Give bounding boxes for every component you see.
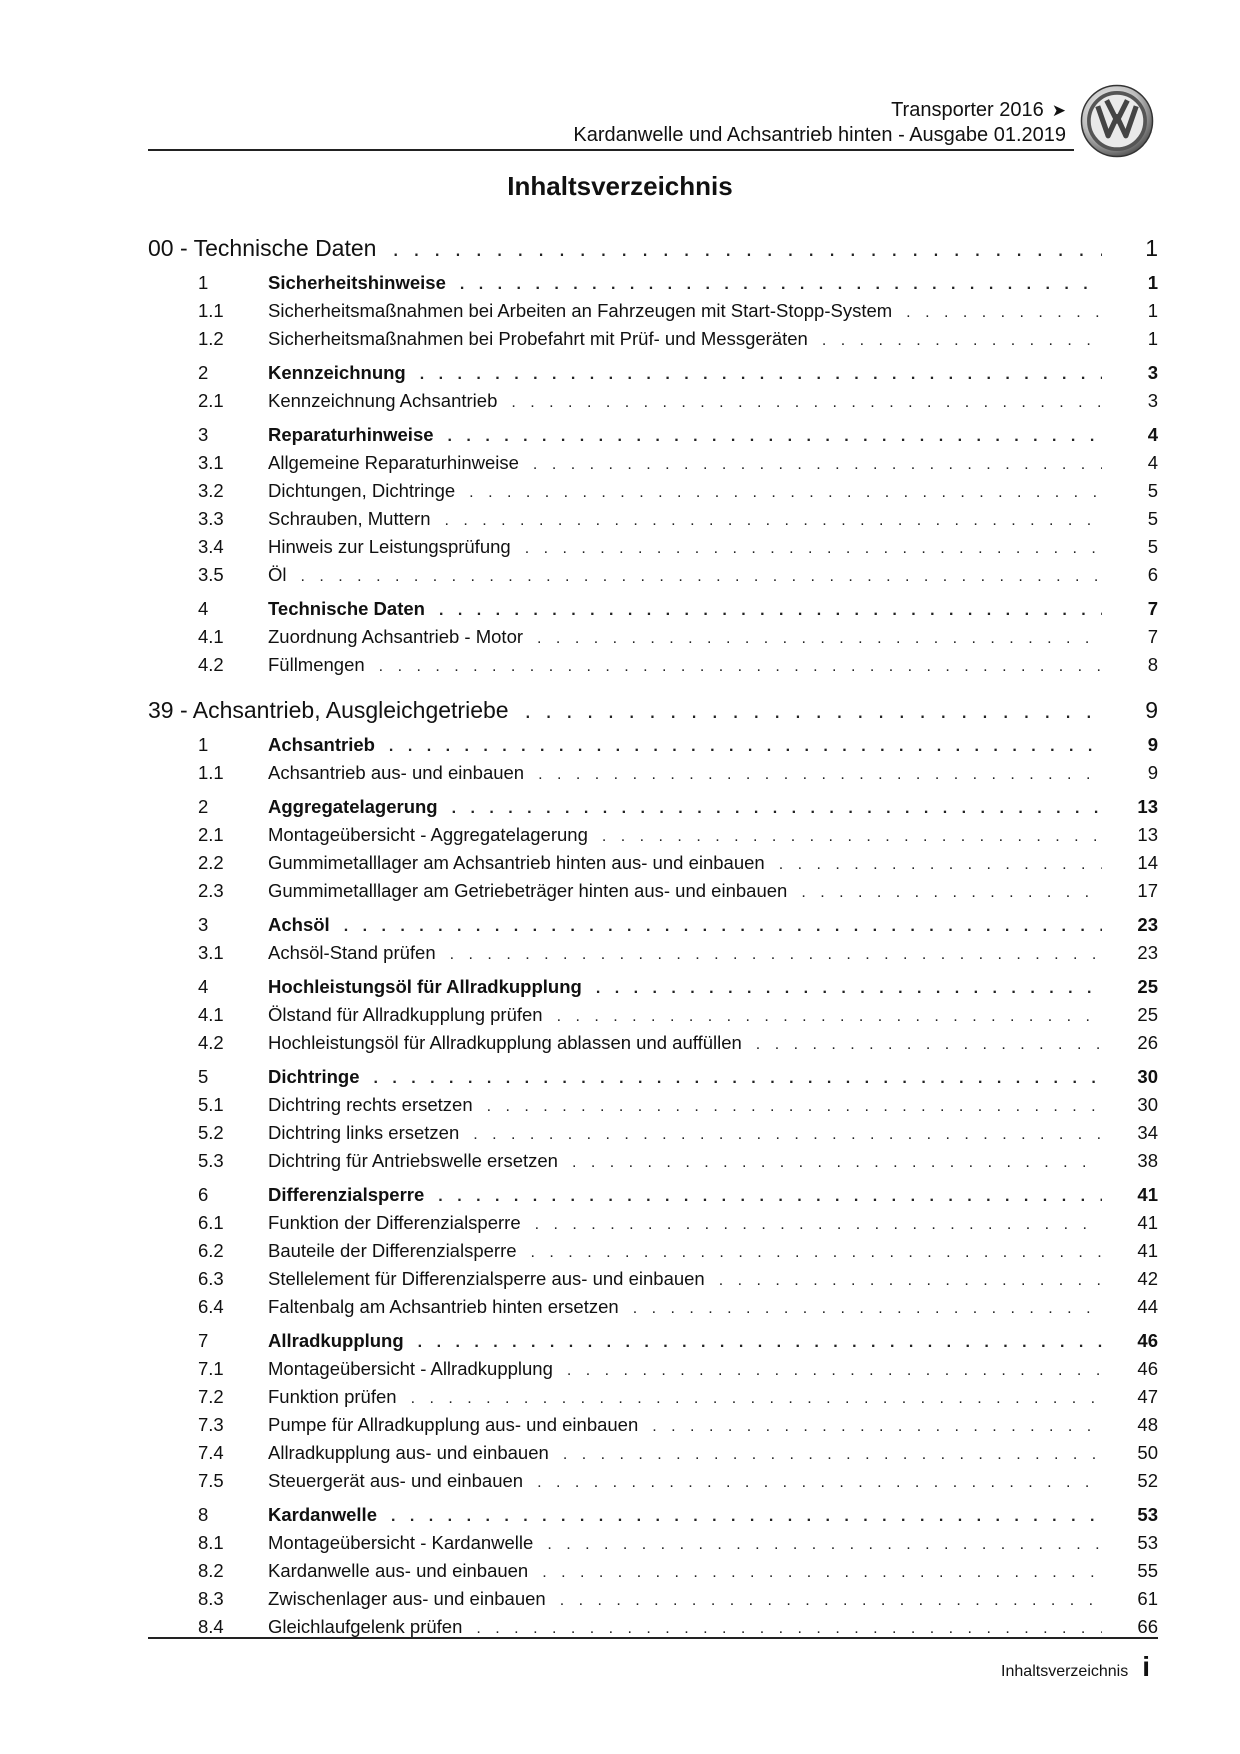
toc-subsection[interactable]: [148, 940, 1158, 968]
toc-subsection[interactable]: [148, 506, 1158, 534]
table-of-contents: [148, 232, 1158, 1642]
arrow-right-icon: ➤: [1051, 101, 1066, 120]
toc-section[interactable]: [148, 1064, 1158, 1092]
section-number: 7: [198, 1330, 209, 1351]
toc-subsection[interactable]: [148, 1294, 1158, 1322]
toc-subsection[interactable]: [148, 1440, 1158, 1468]
dot-leader: [420, 362, 1102, 388]
toc-subsection[interactable]: [148, 878, 1158, 906]
section-number: 4: [198, 976, 209, 997]
subsection-title: Achsantrieb aus- und einbauen: [268, 762, 525, 783]
toc-section[interactable]: [148, 732, 1158, 760]
dot-leader: [344, 914, 1102, 940]
subsection-page: 48: [1137, 1414, 1158, 1435]
subsection-page: 34: [1137, 1122, 1158, 1143]
dot-leader: [438, 1184, 1102, 1210]
toc-subsection[interactable]: [148, 822, 1158, 850]
subsection-title: Hinweis zur Leistungsprüfung: [268, 536, 511, 557]
subsection-title: Schrauben, Muttern: [268, 508, 431, 529]
subsection-title: Zuordnung Achsantrieb - Motor: [268, 626, 524, 647]
subsection-title: Gummimetalllager am Getriebeträger hinten aus- und einbauen: [268, 880, 788, 901]
subsection-page: 55: [1137, 1560, 1158, 1581]
subsection-number: 2.1: [198, 824, 224, 845]
subsection-title: Funktion der Differenzialsperre: [268, 1212, 521, 1233]
toc-subsection[interactable]: [148, 562, 1158, 590]
subsection-title: Pumpe für Allradkupplung aus- und einbauen: [268, 1414, 639, 1435]
subsection-page: 7: [1147, 626, 1158, 647]
dot-leader: [379, 654, 1102, 680]
subsection-page: 47: [1137, 1386, 1158, 1407]
toc-section[interactable]: [148, 596, 1158, 624]
subsection-title: Bauteile der Differenzialsperre: [268, 1240, 517, 1261]
dot-leader: [560, 1588, 1102, 1614]
subsection-number: 4.2: [198, 1032, 224, 1053]
dot-leader: [633, 1296, 1102, 1322]
dot-leader: [822, 328, 1102, 354]
dot-leader: [450, 942, 1102, 968]
dot-leader: [906, 300, 1102, 326]
subsection-title: Allradkupplung aus- und einbauen: [268, 1442, 549, 1463]
toc-subsection[interactable]: [148, 624, 1158, 652]
chapter-page: 9: [1145, 697, 1158, 723]
header-model: [148, 98, 1066, 123]
subsection-number: 2.3: [198, 880, 224, 901]
subsection-number: 5.2: [198, 1122, 224, 1143]
subsection-number: 8.4: [198, 1616, 224, 1637]
subsection-number: 8.2: [198, 1560, 224, 1581]
toc-subsection[interactable]: [148, 534, 1158, 562]
chapter-title: 00 - Technische Daten: [148, 235, 377, 261]
subsection-title: Montageübersicht - Aggregatelagerung: [268, 824, 588, 845]
toc-subsection[interactable]: [148, 1002, 1158, 1030]
subsection-page: 9: [1147, 762, 1158, 783]
dot-leader: [602, 824, 1102, 850]
subsection-page: 50: [1137, 1442, 1158, 1463]
dot-leader: [537, 1470, 1102, 1496]
dot-leader: [525, 536, 1102, 562]
dot-leader: [452, 796, 1102, 822]
subsection-number: 3.5: [198, 564, 224, 585]
subsection-title: Ölstand für Allradkupplung prüfen: [268, 1004, 543, 1025]
dot-leader: [460, 272, 1102, 298]
dot-leader: [535, 1212, 1102, 1238]
toc-section[interactable]: [148, 270, 1158, 298]
dot-leader: [391, 1504, 1102, 1530]
chapter-title: 39 - Achsantrieb, Ausgleichgetriebe: [148, 697, 509, 723]
subsection-number: 7.2: [198, 1386, 224, 1407]
toc-subsection[interactable]: [148, 652, 1158, 680]
subsection-number: 6.2: [198, 1240, 224, 1261]
section-number: 2: [198, 796, 209, 817]
toc-section-group: [148, 596, 1158, 680]
subsection-page: 42: [1137, 1268, 1158, 1289]
section-number: 3: [198, 424, 209, 445]
toc-section-group: [148, 732, 1158, 788]
subsection-page: 66: [1137, 1616, 1158, 1637]
subsection-title: Gleichlaufgelenk prüfen: [268, 1616, 463, 1637]
toc-chapter[interactable]: [148, 694, 1158, 726]
toc-section[interactable]: [148, 1328, 1158, 1356]
section-title: Achsöl: [268, 914, 330, 935]
subsection-page: 1: [1147, 300, 1158, 321]
dot-leader: [756, 1032, 1102, 1058]
subsection-page: 25: [1137, 1004, 1158, 1025]
toc-section[interactable]: [148, 360, 1158, 388]
toc-subsection[interactable]: [148, 450, 1158, 478]
section-page: 30: [1137, 1066, 1158, 1087]
toc-section[interactable]: [148, 1502, 1158, 1530]
dot-leader: [719, 1268, 1102, 1294]
toc-subsection[interactable]: [148, 478, 1158, 506]
header-divider: [148, 149, 1074, 151]
section-page: 46: [1137, 1330, 1158, 1351]
subsection-number: 4.1: [198, 626, 224, 647]
subsection-number: 3.1: [198, 452, 224, 473]
dot-leader: [301, 564, 1103, 590]
section-page: 1: [1147, 272, 1158, 293]
toc-section-group: [148, 270, 1158, 354]
toc-section-group: [148, 360, 1158, 416]
section-page: 7: [1147, 598, 1158, 619]
section-title: Kennzeichnung: [268, 362, 406, 383]
footer-page-number: i: [1142, 1651, 1150, 1682]
subsection-title: Füllmengen: [268, 654, 365, 675]
subsection-number: 4.2: [198, 654, 224, 675]
dot-leader: [537, 626, 1102, 652]
toc-subsection[interactable]: [148, 760, 1158, 788]
section-number: 3: [198, 914, 209, 935]
toc-section[interactable]: [148, 974, 1158, 1002]
toc-section-group: [148, 794, 1158, 906]
subsection-page: 44: [1137, 1296, 1158, 1317]
toc-subsection[interactable]: [148, 1586, 1158, 1614]
header-model-text: Transporter 2016: [891, 99, 1044, 121]
subsection-page: 46: [1137, 1358, 1158, 1379]
dot-leader: [469, 480, 1102, 506]
section-title: Achsantrieb: [268, 734, 375, 755]
toc-subsection[interactable]: [148, 1412, 1158, 1440]
subsection-page: 30: [1137, 1094, 1158, 1115]
subsection-number: 3.2: [198, 480, 224, 501]
subsection-number: 2.2: [198, 852, 224, 873]
section-page: 25: [1137, 976, 1158, 997]
dot-leader: [439, 598, 1102, 624]
subsection-title: Kennzeichnung Achsantrieb: [268, 390, 498, 411]
subsection-page: 61: [1137, 1588, 1158, 1609]
section-page: 9: [1147, 734, 1158, 755]
section-page: 41: [1137, 1184, 1158, 1205]
subsection-number: 5.3: [198, 1150, 224, 1171]
subsection-title: Funktion prüfen: [268, 1386, 397, 1407]
subsection-title: Stellelement für Differenzialsperre aus- und einbauen: [268, 1268, 705, 1289]
section-title: Differenzialsperre: [268, 1184, 425, 1205]
toc-section-group: [148, 1182, 1158, 1322]
toc-subsection[interactable]: [148, 1530, 1158, 1558]
subsection-number: 1.1: [198, 300, 224, 321]
dot-leader: [531, 1240, 1102, 1266]
subsection-number: 8.1: [198, 1532, 224, 1553]
toc-subsection[interactable]: [148, 1558, 1158, 1586]
dot-leader: [373, 1066, 1102, 1092]
section-number: 1: [198, 272, 209, 293]
subsection-page: 41: [1137, 1212, 1158, 1233]
subsection-number: 7.5: [198, 1470, 224, 1491]
dot-leader: [652, 1414, 1102, 1440]
subsection-number: 6.1: [198, 1212, 224, 1233]
toc-subsection[interactable]: [148, 1030, 1158, 1058]
subsection-number: 6.3: [198, 1268, 224, 1289]
section-number: 2: [198, 362, 209, 383]
dot-leader: [563, 1442, 1102, 1468]
header-subtitle: Kardanwelle und Achsantrieb hinten - Ausgabe 01.2019: [573, 124, 1066, 146]
toc-section[interactable]: [148, 1182, 1158, 1210]
subsection-title: Gummimetalllager am Achsantrieb hinten aus- und einbauen: [268, 852, 765, 873]
dot-leader: [448, 424, 1102, 450]
page-header: [148, 98, 1066, 147]
dot-leader: [444, 508, 1102, 534]
dot-leader: [473, 1122, 1102, 1148]
toc-subsection[interactable]: [148, 1384, 1158, 1412]
subsection-page: 53: [1137, 1532, 1158, 1553]
section-number: 4: [198, 598, 209, 619]
dot-leader: [411, 1386, 1102, 1412]
subsection-number: 3.3: [198, 508, 224, 529]
subsection-title: Dichtring für Antriebswelle ersetzen: [268, 1150, 558, 1171]
subsection-title: Dichtring rechts ersetzen: [268, 1094, 473, 1115]
subsection-title: Achsöl-Stand prüfen: [268, 942, 436, 963]
subsection-page: 23: [1137, 942, 1158, 963]
subsection-title: Dichtring links ersetzen: [268, 1122, 460, 1143]
dot-leader: [572, 1150, 1102, 1176]
toc-section-group: [148, 1328, 1158, 1496]
subsection-number: 8.3: [198, 1588, 224, 1609]
section-page: 53: [1137, 1504, 1158, 1525]
dot-leader: [511, 390, 1102, 416]
section-number: 8: [198, 1504, 209, 1525]
section-title: Technische Daten: [268, 598, 425, 619]
section-title: Aggregatelagerung: [268, 796, 438, 817]
subsection-title: Dichtungen, Dichtringe: [268, 480, 456, 501]
subsection-page: 17: [1137, 880, 1158, 901]
dot-leader: [542, 1560, 1102, 1586]
dot-leader: [557, 1004, 1102, 1030]
dot-leader: [538, 762, 1102, 788]
dot-leader: [596, 976, 1102, 1002]
footer-label: Inhaltsverzeichnis: [1001, 1663, 1129, 1680]
toc-section-group: [148, 1064, 1158, 1176]
subsection-page: 4: [1147, 452, 1158, 473]
dot-leader: [567, 1358, 1102, 1384]
subsection-page: 26: [1137, 1032, 1158, 1053]
subsection-page: 5: [1147, 508, 1158, 529]
subsection-title: Sicherheitsmaßnahmen bei Arbeiten an Fahrzeugen mit Start-Stopp-System: [268, 300, 893, 321]
section-title: Reparaturhinweise: [268, 424, 434, 445]
dot-leader: [547, 1532, 1102, 1558]
subsection-title: Hochleistungsöl für Allradkupplung ablassen und auffüllen: [268, 1032, 742, 1053]
subsection-number: 2.1: [198, 390, 224, 411]
section-number: 6: [198, 1184, 209, 1205]
toc-subsection[interactable]: [148, 298, 1158, 326]
subsection-number: 3.4: [198, 536, 224, 557]
subsection-title: Allgemeine Reparaturhinweise: [268, 452, 519, 473]
toc-subsection[interactable]: [148, 850, 1158, 878]
vw-logo-icon: [1080, 84, 1154, 158]
toc-section-group: [148, 912, 1158, 968]
subsection-title: Öl: [268, 564, 287, 585]
subsection-page: 3: [1147, 390, 1158, 411]
page-title: Inhaltsverzeichnis: [507, 171, 733, 201]
toc-subsection[interactable]: [148, 388, 1158, 416]
toc-subsection[interactable]: [148, 1148, 1158, 1176]
toc-subsection[interactable]: [148, 1092, 1158, 1120]
subsection-number: 7.3: [198, 1414, 224, 1435]
section-page: 4: [1147, 424, 1158, 445]
section-page: 3: [1147, 362, 1158, 383]
dot-leader: [779, 852, 1102, 878]
subsection-title: Sicherheitsmaßnahmen bei Probefahrt mit Prüf- und Messgeräten: [268, 328, 808, 349]
toc-subsection[interactable]: [148, 1210, 1158, 1238]
dot-leader: [389, 734, 1102, 760]
dot-leader: [418, 1330, 1102, 1356]
subsection-page: 8: [1147, 654, 1158, 675]
toc-chapter[interactable]: [148, 232, 1158, 264]
footer-divider: [148, 1637, 1158, 1639]
subsection-number: 7.1: [198, 1358, 224, 1379]
section-page: 13: [1137, 796, 1158, 817]
subsection-page: 52: [1137, 1470, 1158, 1491]
subsection-page: 13: [1137, 824, 1158, 845]
toc-subsection[interactable]: [148, 1356, 1158, 1384]
subsection-page: 5: [1147, 536, 1158, 557]
toc-section-group: [148, 1502, 1158, 1642]
subsection-number: 4.1: [198, 1004, 224, 1025]
subsection-title: Zwischenlager aus- und einbauen: [268, 1588, 546, 1609]
toc-section-group: [148, 974, 1158, 1058]
section-title: Dichtringe: [268, 1066, 360, 1087]
toc-section-group: [148, 422, 1158, 590]
subsection-title: Kardanwelle aus- und einbauen: [268, 1560, 529, 1581]
subsection-number: 6.4: [198, 1296, 224, 1317]
subsection-page: 6: [1147, 564, 1158, 585]
subsection-page: 41: [1137, 1240, 1158, 1261]
subsection-number: 7.4: [198, 1442, 224, 1463]
dot-leader: [525, 694, 1102, 726]
subsection-page: 38: [1137, 1150, 1158, 1171]
dot-leader: [801, 880, 1102, 906]
subsection-page: 5: [1147, 480, 1158, 501]
chapter-page: 1: [1145, 235, 1158, 261]
subsection-title: Montageübersicht - Allradkupplung: [268, 1358, 553, 1379]
subsection-title: Montageübersicht - Kardanwelle: [268, 1532, 534, 1553]
toc-subsection[interactable]: [148, 1468, 1158, 1496]
dot-leader: [533, 452, 1102, 478]
subsection-number: 5.1: [198, 1094, 224, 1115]
section-number: 5: [198, 1066, 209, 1087]
page-footer: [1001, 1651, 1150, 1683]
toc-section[interactable]: [148, 422, 1158, 450]
toc-subsection[interactable]: [148, 1120, 1158, 1148]
section-number: 1: [198, 734, 209, 755]
section-title: Hochleistungsöl für Allradkupplung: [268, 976, 582, 997]
section-title: Allradkupplung: [268, 1330, 404, 1351]
subsection-title: Faltenbalg am Achsantrieb hinten ersetzen: [268, 1296, 619, 1317]
toc-subsection[interactable]: [148, 1238, 1158, 1266]
subsection-page: 14: [1137, 852, 1158, 873]
subsection-number: 3.1: [198, 942, 224, 963]
section-title: Kardanwelle: [268, 1504, 377, 1525]
subsection-page: 1: [1147, 328, 1158, 349]
subsection-number: 1.2: [198, 328, 224, 349]
toc-subsection[interactable]: [148, 326, 1158, 354]
subsection-number: 1.1: [198, 762, 224, 783]
dot-leader: [392, 232, 1102, 264]
toc-section[interactable]: [148, 912, 1158, 940]
section-title: Sicherheitshinweise: [268, 272, 446, 293]
section-page: 23: [1137, 914, 1158, 935]
toc-subsection[interactable]: [148, 1266, 1158, 1294]
subsection-title: Steuergerät aus- und einbauen: [268, 1470, 524, 1491]
dot-leader: [487, 1094, 1102, 1120]
toc-section[interactable]: [148, 794, 1158, 822]
